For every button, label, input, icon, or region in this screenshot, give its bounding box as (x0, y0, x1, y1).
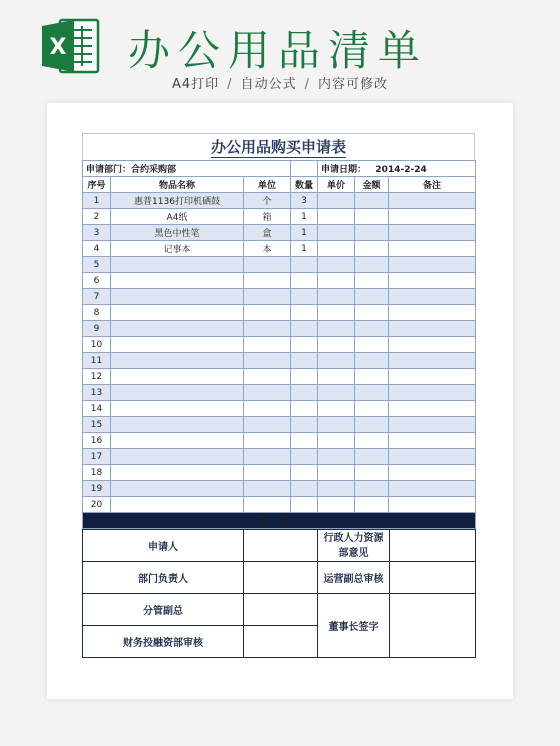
table-row (83, 241, 476, 257)
table-row (83, 465, 476, 481)
cell-qty[interactable] (291, 257, 318, 273)
cell-no[interactable]: 4 (83, 241, 111, 257)
cell-qty[interactable] (291, 385, 318, 401)
cell-unit[interactable] (244, 257, 291, 273)
table-row (83, 385, 476, 401)
cell-qty[interactable] (291, 305, 318, 321)
cell-amount[interactable] (355, 337, 389, 353)
cell-qty[interactable] (291, 497, 318, 513)
cell-unit[interactable]: 箱 (244, 209, 291, 225)
cell-price[interactable] (318, 241, 355, 257)
cell-no[interactable]: 20 (83, 497, 111, 513)
cell-no[interactable]: 3 (83, 225, 111, 241)
cell-no[interactable]: 9 (83, 321, 111, 337)
cell-no[interactable]: 7 (83, 289, 111, 305)
cell-no[interactable]: 11 (83, 353, 111, 369)
cell-name[interactable]: 黑色中性笔 (111, 225, 244, 241)
cell-qty[interactable] (291, 465, 318, 481)
cell-qty[interactable]: 3 (291, 193, 318, 209)
cell-amount[interactable] (355, 401, 389, 417)
col-unit: 单位 (244, 177, 291, 193)
cell-unit[interactable] (244, 321, 291, 337)
cell-unit[interactable] (244, 401, 291, 417)
dept-value: 合约采购部 (131, 165, 177, 175)
cell-note[interactable] (389, 273, 476, 289)
cell-amount[interactable] (355, 289, 389, 305)
ops-vp-sign[interactable] (390, 562, 476, 594)
header-row (83, 177, 476, 193)
hr-label: 行政人力资源部意见 (318, 530, 390, 562)
subtitle-sep: / (227, 77, 233, 92)
cell-no[interactable]: 1 (83, 193, 111, 209)
subtitle-a4: A4打印 (172, 77, 220, 92)
cell-qty[interactable]: 1 (291, 241, 318, 257)
cell-unit[interactable] (244, 289, 291, 305)
cell-note[interactable] (389, 257, 476, 273)
table-row (83, 225, 476, 241)
form-title-text: 办公用品购买申请表 (210, 138, 346, 156)
form-sheet (82, 133, 475, 658)
form-title (82, 133, 475, 160)
cell-unit[interactable] (244, 353, 291, 369)
cell-price[interactable] (318, 401, 355, 417)
cell-amount[interactable] (355, 385, 389, 401)
cell-qty[interactable] (291, 273, 318, 289)
cell-name[interactable] (111, 497, 244, 513)
cell-name[interactable] (111, 273, 244, 289)
cell-price[interactable] (318, 433, 355, 449)
cell-unit[interactable]: 个 (244, 193, 291, 209)
cell-qty[interactable] (291, 369, 318, 385)
table-row (83, 433, 476, 449)
table-row (83, 481, 476, 497)
cell-note[interactable] (389, 417, 476, 433)
table-row (83, 305, 476, 321)
cell-name[interactable] (111, 257, 244, 273)
date-label: 申请日期： (321, 165, 367, 175)
cell-amount[interactable] (355, 305, 389, 321)
applicant-sign[interactable] (244, 530, 318, 562)
cell-qty[interactable] (291, 401, 318, 417)
cell-unit[interactable] (244, 305, 291, 321)
col-note: 备注 (389, 177, 476, 193)
cell-no[interactable]: 15 (83, 417, 111, 433)
cell-price[interactable] (318, 369, 355, 385)
table-row (83, 353, 476, 369)
table-row (83, 289, 476, 305)
cell-price[interactable] (318, 465, 355, 481)
col-qty: 数量 (291, 177, 318, 193)
cell-amount[interactable] (355, 209, 389, 225)
cell-name[interactable] (111, 449, 244, 465)
date-cell[interactable] (318, 161, 476, 177)
col-no: 序号 (83, 177, 111, 193)
cell-note[interactable] (389, 225, 476, 241)
cell-price[interactable] (318, 385, 355, 401)
cell-qty[interactable] (291, 449, 318, 465)
table-row (83, 449, 476, 465)
subtitle-sep: / (304, 77, 310, 92)
cell-name[interactable] (111, 353, 244, 369)
document-card (47, 103, 513, 699)
cell-note[interactable] (389, 321, 476, 337)
cell-price[interactable] (318, 353, 355, 369)
svg-text:X: X (49, 35, 67, 60)
cell-no[interactable]: 13 (83, 385, 111, 401)
excel-icon (38, 14, 102, 78)
applicant-label: 申请人 (83, 530, 244, 562)
cell-no[interactable]: 14 (83, 401, 111, 417)
dept-head-sign[interactable] (244, 562, 318, 594)
items-table (82, 160, 476, 529)
hr-sign[interactable] (390, 530, 476, 562)
cell-note[interactable] (389, 481, 476, 497)
cell-no[interactable]: 18 (83, 465, 111, 481)
cell-no[interactable]: 5 (83, 257, 111, 273)
cell-qty[interactable] (291, 337, 318, 353)
vp-label: 分管副总 (83, 594, 244, 626)
cell-note[interactable] (389, 433, 476, 449)
cell-price[interactable] (318, 273, 355, 289)
cell-no[interactable]: 8 (83, 305, 111, 321)
cell-qty[interactable] (291, 321, 318, 337)
total-label: 合 计： (83, 513, 476, 529)
cell-note[interactable] (389, 385, 476, 401)
cell-name[interactable] (111, 321, 244, 337)
table-row (83, 337, 476, 353)
cell-amount[interactable] (355, 497, 389, 513)
cell-price[interactable] (318, 209, 355, 225)
dept-label: 申请部门： (86, 165, 132, 175)
cell-unit[interactable] (244, 497, 291, 513)
cell-price[interactable] (318, 417, 355, 433)
cell-price[interactable] (318, 337, 355, 353)
cell-no[interactable]: 17 (83, 449, 111, 465)
cell-name[interactable] (111, 417, 244, 433)
cell-price[interactable] (318, 481, 355, 497)
cell-amount[interactable] (355, 449, 389, 465)
page-title: 办公用品清单 (128, 26, 429, 75)
item-rows (83, 193, 476, 513)
cell-qty[interactable] (291, 289, 318, 305)
cell-unit[interactable] (244, 273, 291, 289)
cell-no[interactable]: 12 (83, 369, 111, 385)
table-row (83, 209, 476, 225)
subtitle (0, 73, 560, 92)
cell-qty[interactable] (291, 417, 318, 433)
table-row (83, 273, 476, 289)
cell-unit[interactable]: 本 (244, 241, 291, 257)
cell-name[interactable] (111, 305, 244, 321)
total-row (83, 513, 476, 529)
cell-amount[interactable] (355, 465, 389, 481)
date-value: 2014-2-24 (375, 165, 427, 175)
cell-price[interactable] (318, 321, 355, 337)
cell-amount[interactable] (355, 321, 389, 337)
vp-sign[interactable] (244, 594, 318, 626)
finance-label: 财务投融资部审核 (83, 626, 244, 658)
cell-note[interactable] (389, 465, 476, 481)
cell-price[interactable] (318, 257, 355, 273)
cell-qty[interactable]: 1 (291, 209, 318, 225)
ops-vp-label: 运营副总审核 (318, 562, 390, 594)
cell-name[interactable] (111, 369, 244, 385)
cell-unit[interactable] (244, 417, 291, 433)
cell-qty[interactable] (291, 481, 318, 497)
cell-amount[interactable] (355, 369, 389, 385)
col-price: 单价 (318, 177, 355, 193)
cell-amount[interactable] (355, 225, 389, 241)
cell-no[interactable]: 19 (83, 481, 111, 497)
cell-note[interactable] (389, 369, 476, 385)
table-row (83, 401, 476, 417)
cell-name[interactable] (111, 433, 244, 449)
table-row (83, 497, 476, 513)
cell-amount[interactable] (355, 433, 389, 449)
cell-note[interactable] (389, 289, 476, 305)
cell-unit[interactable] (244, 337, 291, 353)
cell-name[interactable] (111, 337, 244, 353)
signature-table (82, 529, 476, 658)
cell-amount[interactable] (355, 273, 389, 289)
cell-name[interactable] (111, 401, 244, 417)
cell-amount[interactable] (355, 353, 389, 369)
table-row (83, 193, 476, 209)
cell-name[interactable]: A4纸 (111, 209, 244, 225)
col-name: 物品名称 (111, 177, 244, 193)
cell-unit[interactable] (244, 369, 291, 385)
cell-note[interactable] (389, 497, 476, 513)
cell-qty[interactable] (291, 433, 318, 449)
info-row (83, 161, 476, 177)
cell-qty[interactable]: 1 (291, 225, 318, 241)
cell-name[interactable] (111, 385, 244, 401)
cell-note[interactable] (389, 337, 476, 353)
cell-price[interactable] (318, 225, 355, 241)
cell-note[interactable] (389, 305, 476, 321)
cell-note[interactable] (389, 449, 476, 465)
cell-no[interactable]: 6 (83, 273, 111, 289)
cell-price[interactable] (318, 193, 355, 209)
cell-name[interactable] (111, 289, 244, 305)
cell-price[interactable] (318, 305, 355, 321)
cell-amount[interactable] (355, 481, 389, 497)
cell-unit[interactable] (244, 449, 291, 465)
cell-name[interactable] (111, 465, 244, 481)
table-row (83, 257, 476, 273)
finance-sign[interactable] (244, 626, 318, 658)
cell-name[interactable]: 惠普1136打印机硒鼓 (111, 193, 244, 209)
cell-no[interactable]: 10 (83, 337, 111, 353)
subtitle-formula: 自动公式 (240, 77, 297, 92)
chairman-sign[interactable] (390, 594, 476, 658)
cell-unit[interactable] (244, 433, 291, 449)
cell-price[interactable] (318, 449, 355, 465)
col-amount: 金额 (355, 177, 389, 193)
cell-unit[interactable] (244, 385, 291, 401)
cell-note[interactable] (389, 241, 476, 257)
cell-amount[interactable] (355, 193, 389, 209)
cell-amount[interactable] (355, 241, 389, 257)
cell-no[interactable]: 2 (83, 209, 111, 225)
chairman-label: 董事长签字 (318, 594, 390, 658)
dept-head-label: 部门负责人 (83, 562, 244, 594)
cell-no[interactable]: 16 (83, 433, 111, 449)
cell-amount[interactable] (355, 257, 389, 273)
cell-qty[interactable] (291, 353, 318, 369)
cell-name[interactable]: 记事本 (111, 241, 244, 257)
table-row (83, 369, 476, 385)
cell-price[interactable] (318, 289, 355, 305)
cell-unit[interactable] (244, 465, 291, 481)
cell-note[interactable] (389, 209, 476, 225)
cell-note[interactable] (389, 193, 476, 209)
cell-note[interactable] (389, 401, 476, 417)
cell-note[interactable] (389, 353, 476, 369)
cell-unit[interactable] (244, 481, 291, 497)
table-row (83, 417, 476, 433)
banner (0, 0, 560, 100)
cell-unit[interactable]: 盒 (244, 225, 291, 241)
subtitle-editable: 内容可修改 (317, 77, 388, 92)
cell-name[interactable] (111, 481, 244, 497)
table-row (83, 321, 476, 337)
cell-amount[interactable] (355, 417, 389, 433)
dept-cell[interactable] (83, 161, 291, 177)
cell-price[interactable] (318, 497, 355, 513)
